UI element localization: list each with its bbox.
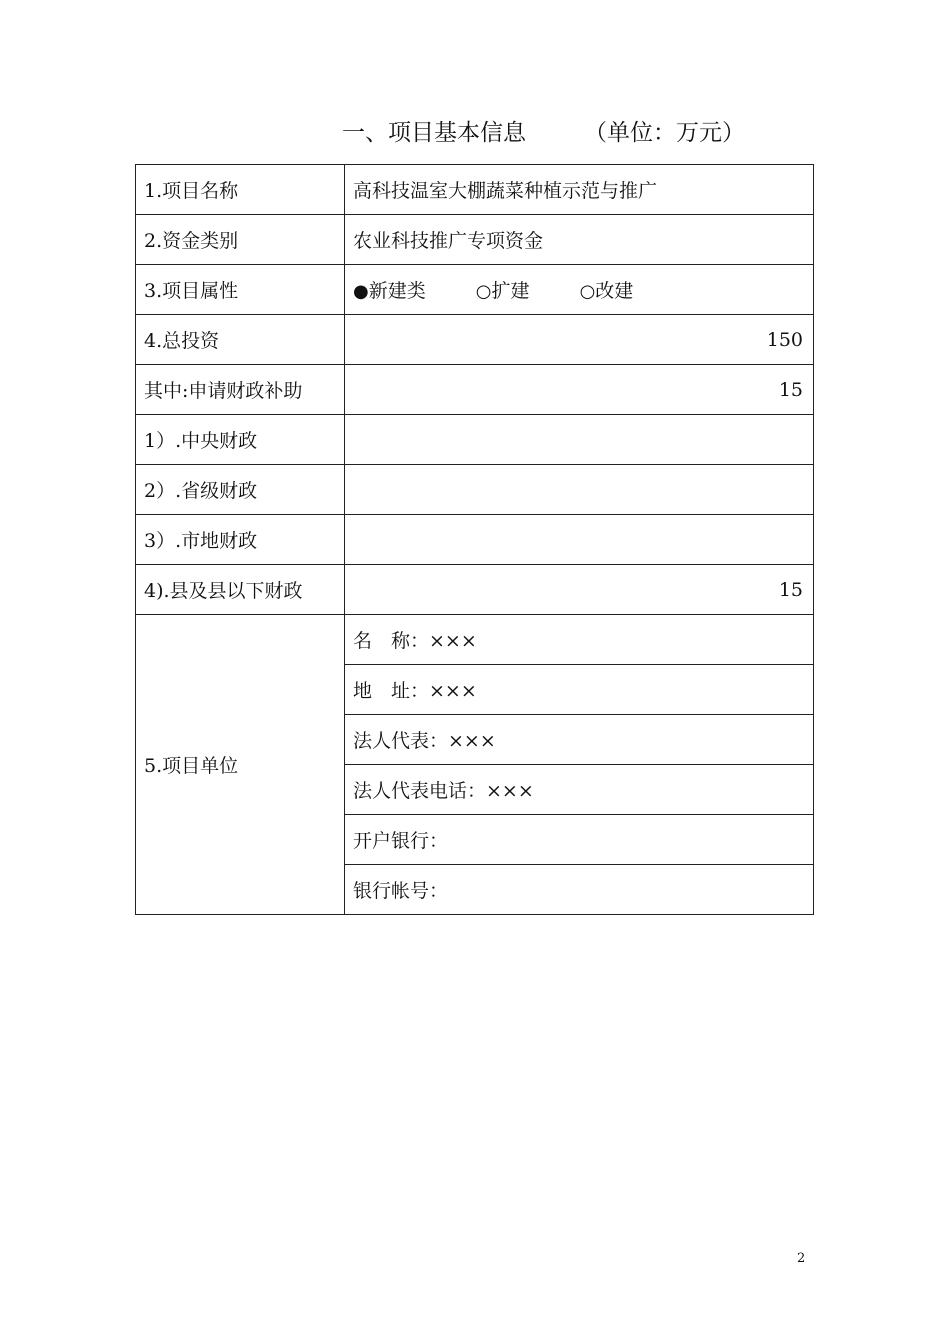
- central-finance-value: [345, 415, 814, 465]
- table-row: [136, 615, 814, 665]
- representative-phone-field: 法人代表电话：×××: [345, 765, 814, 815]
- table-row: [136, 215, 814, 265]
- title-unit: （单位：万元）: [584, 120, 745, 146]
- option-label: 改建: [595, 280, 634, 302]
- fund-category-label: 2.资金类别: [136, 215, 345, 265]
- bank-name-field: 开户银行：: [345, 815, 814, 865]
- fund-category-value: 农业科技推广专项资金: [345, 215, 814, 265]
- page-number: 2: [797, 1251, 806, 1266]
- option-new-build[interactable]: [353, 276, 426, 303]
- municipal-finance-label: 3）.市地财政: [136, 515, 345, 565]
- option-label: 新建类: [368, 280, 426, 302]
- total-investment-value: 150: [345, 315, 814, 365]
- total-investment-label: 4.总投资: [136, 315, 345, 365]
- project-name-value: 高科技温室大棚蔬菜种植示范与推广: [345, 165, 814, 215]
- project-attribute-options: [345, 265, 814, 315]
- bank-account-field: 银行帐号：: [345, 865, 814, 915]
- empty-radio-icon: ○: [579, 281, 596, 302]
- table-row: [136, 415, 814, 465]
- provincial-finance-value: [345, 465, 814, 515]
- title-main: 一、项目基本信息: [342, 120, 526, 146]
- option-expansion[interactable]: [476, 276, 530, 303]
- subsidy-request-label: 其中:申请财政补助: [136, 365, 345, 415]
- table-row: [136, 365, 814, 415]
- county-finance-label: 4).县及县以下财政: [136, 565, 345, 615]
- project-unit-label: 5.项目单位: [136, 615, 345, 915]
- unit-address-field: 地 址：×××: [345, 665, 814, 715]
- table-row: [136, 465, 814, 515]
- table-row: [136, 165, 814, 215]
- option-label: 扩建: [491, 280, 530, 302]
- central-finance-label: 1）.中央财政: [136, 415, 345, 465]
- project-info-table: [135, 164, 814, 915]
- unit-name-field: 名 称：×××: [345, 615, 814, 665]
- municipal-finance-value: [345, 515, 814, 565]
- option-renovation[interactable]: [580, 276, 634, 303]
- table-row: [136, 515, 814, 565]
- subsidy-request-value: 15: [345, 365, 814, 415]
- project-attribute-label: 3.项目属性: [136, 265, 345, 315]
- legal-representative-field: 法人代表：×××: [345, 715, 814, 765]
- page-title: [342, 114, 745, 147]
- table-row: [136, 565, 814, 615]
- county-finance-value: 15: [345, 565, 814, 615]
- table-row: [136, 265, 814, 315]
- empty-radio-icon: ○: [475, 281, 492, 302]
- provincial-finance-label: 2）.省级财政: [136, 465, 345, 515]
- project-name-label: 1.项目名称: [136, 165, 345, 215]
- filled-radio-icon: ●: [353, 281, 369, 302]
- table-row: [136, 315, 814, 365]
